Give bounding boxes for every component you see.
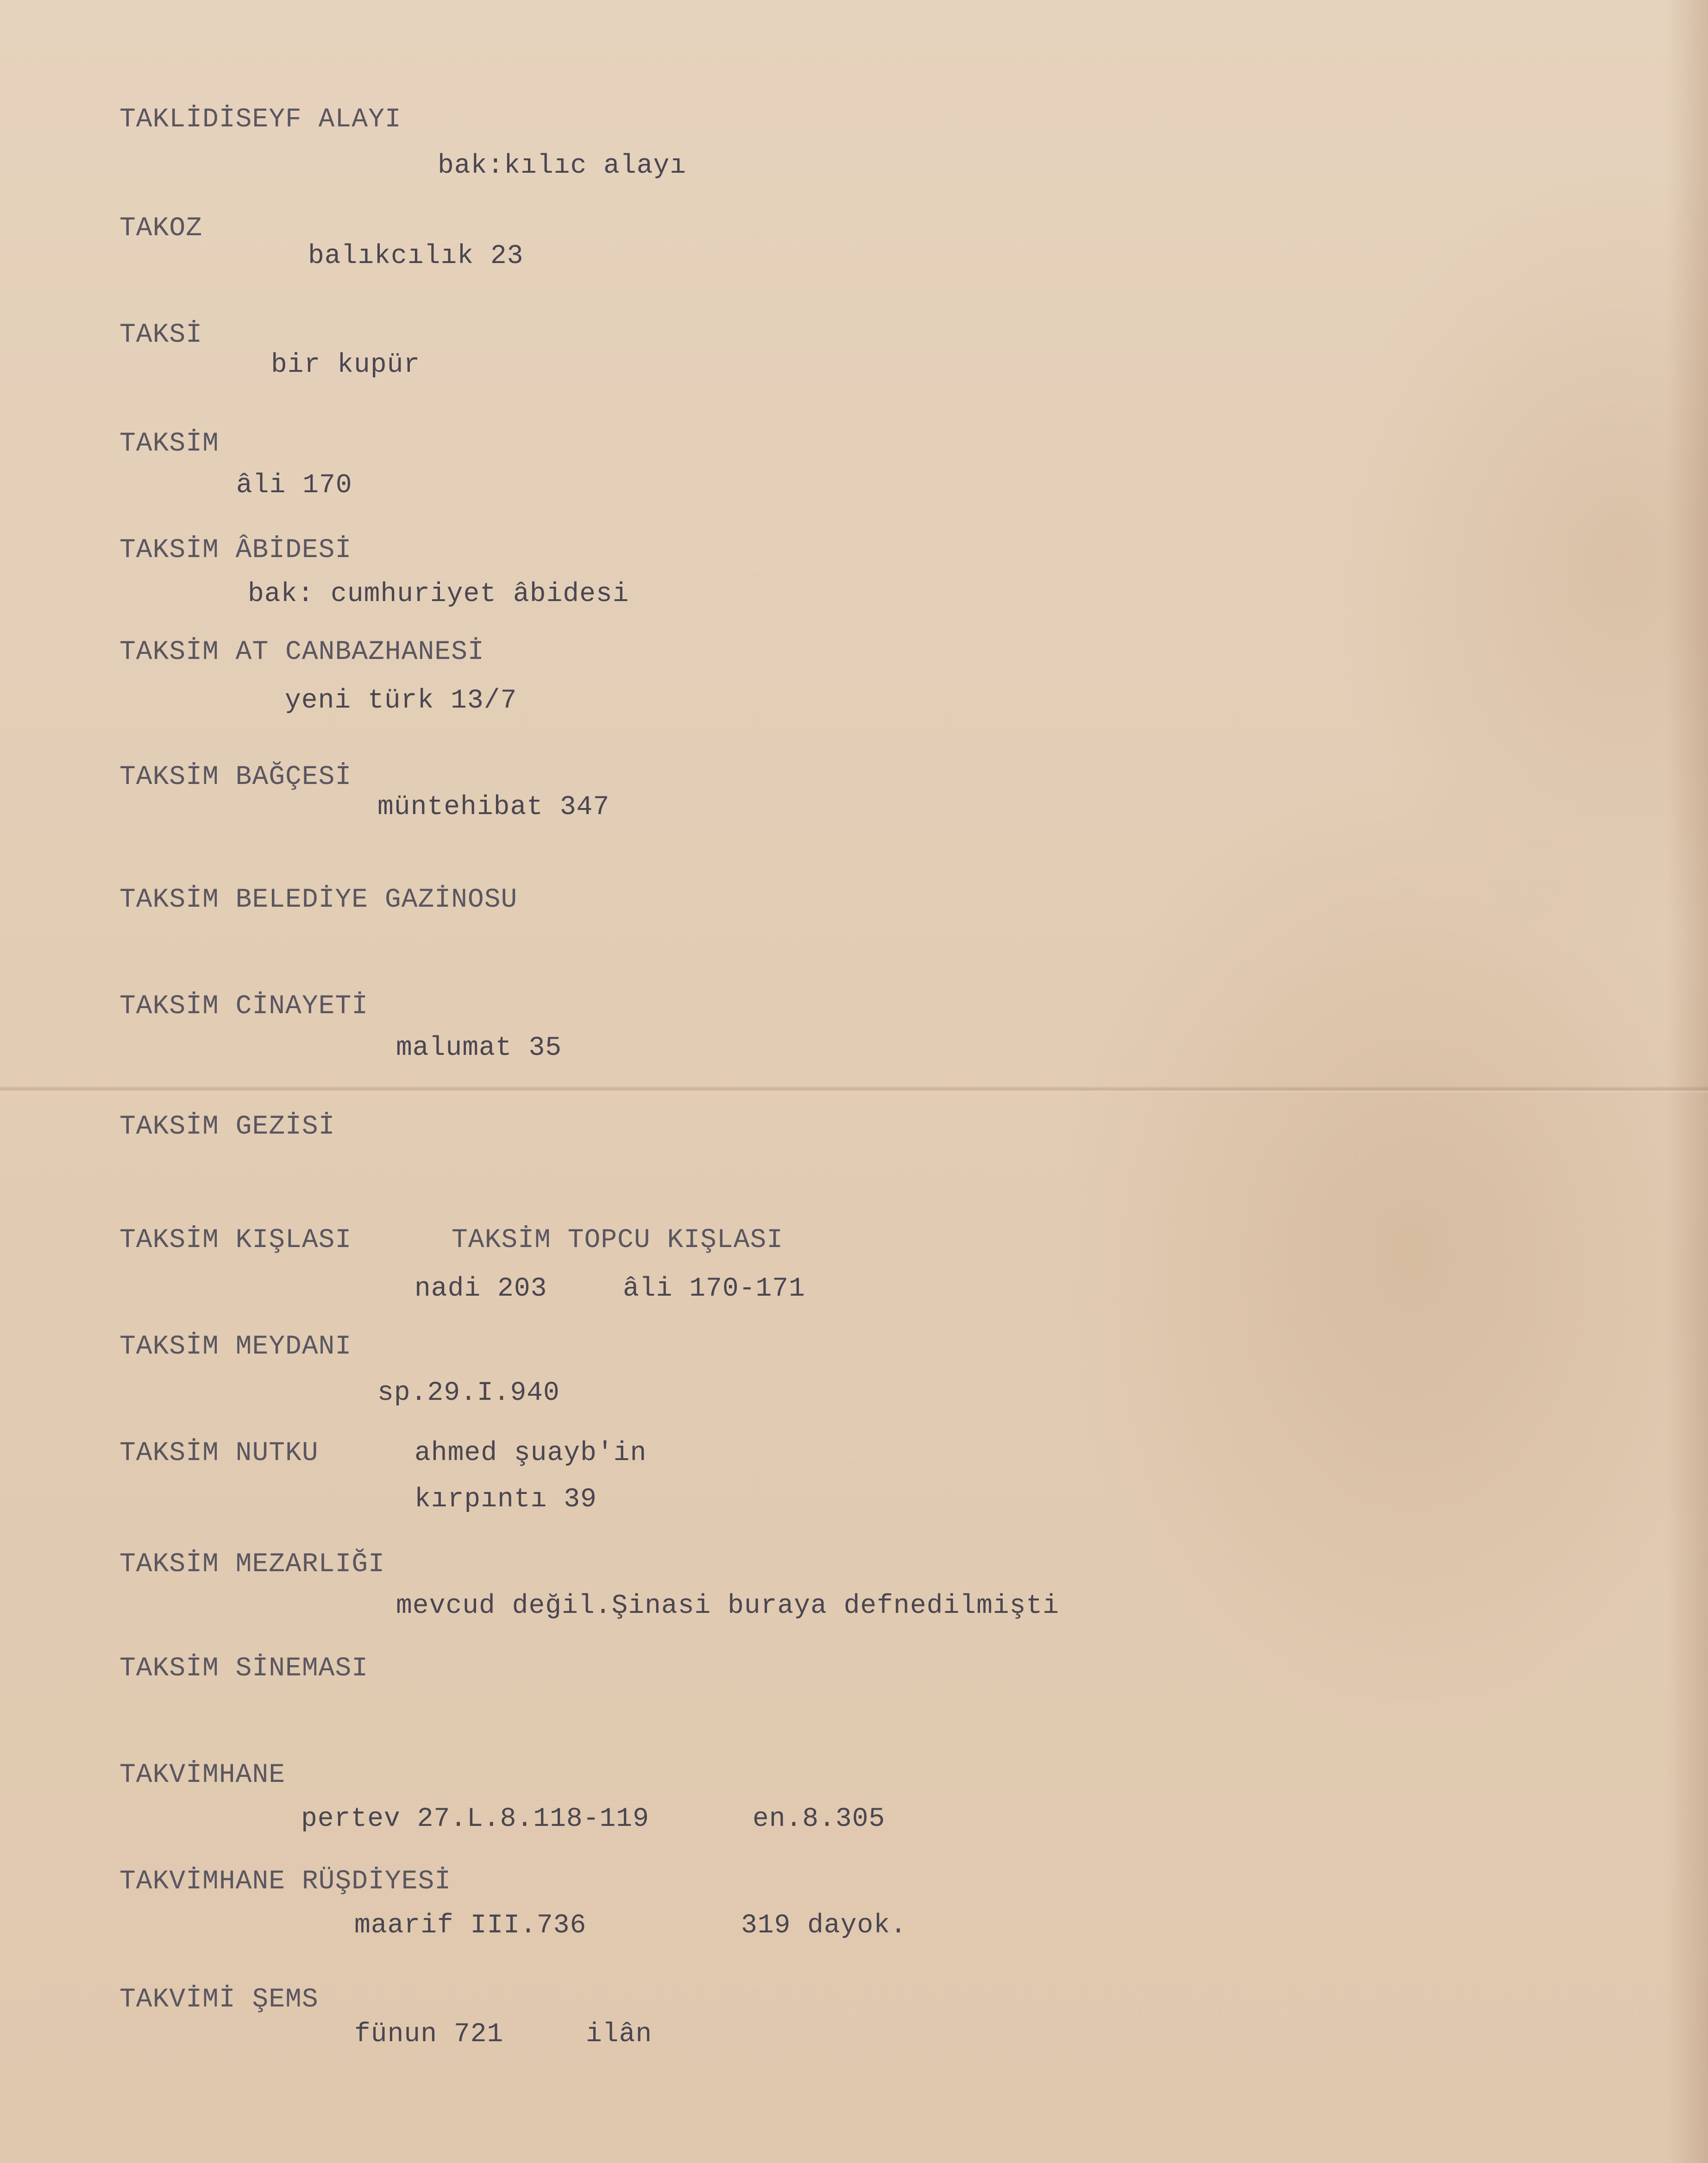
entry-reference: sp.29.I.940	[377, 1378, 560, 1408]
entry-reference: bak:kılıc alayı	[438, 151, 687, 181]
entry-reference: 319 dayok.	[741, 1911, 907, 1941]
entry-reference: ilân	[586, 2019, 653, 2050]
entry-heading: TAKSİM	[119, 429, 219, 459]
entry-reference: kırpıntı 39	[414, 1485, 597, 1515]
entry-heading: TAKSİM GEZİSİ	[119, 1112, 335, 1142]
entry-heading: TAKVİMHANE RÜŞDİYESİ	[119, 1867, 452, 1897]
entry-reference: âli 170	[236, 470, 352, 501]
entry-reference: fünun 721	[354, 2019, 504, 2050]
entry-heading-alternate: TAKSİM TOPCU KIŞLASI	[452, 1225, 784, 1255]
entry-reference: bak: cumhuriyet âbidesi	[248, 579, 629, 609]
entry-reference: pertev 27.L.8.118-119	[301, 1804, 649, 1834]
entry-heading: TAKOZ	[119, 213, 203, 244]
entry-heading: TAKSİM SİNEMASI	[119, 1654, 369, 1684]
entry-reference: nadi 203	[414, 1274, 547, 1304]
entry-heading: TAKSİ	[119, 320, 203, 350]
entry-heading: TAKSİM KIŞLASI	[119, 1225, 352, 1255]
entry-reference: bir kupür	[271, 350, 421, 380]
entry-reference: yeni türk 13/7	[285, 686, 517, 716]
entry-heading: TAKSİM CİNAYETİ	[119, 991, 369, 1022]
entry-heading: TAKLİDİSEYF ALAYI	[119, 105, 402, 135]
entry-heading: TAKSİM MEYDANI	[119, 1332, 352, 1362]
entry-reference: maarif III.736	[354, 1911, 587, 1941]
entry-reference: ahmed şuayb'in	[414, 1438, 647, 1468]
entry-heading: TAKVİMHANE	[119, 1760, 286, 1790]
entry-reference: âli 170-171	[623, 1274, 805, 1304]
entry-heading: TAKSİM ÂBİDESİ	[119, 535, 352, 565]
entry-reference: balıkcılık 23	[308, 241, 524, 271]
entry-heading: TAKSİM BAĞÇESİ	[119, 762, 352, 792]
entry-reference: müntehibat 347	[377, 792, 610, 822]
paper-fold-line	[0, 1086, 1708, 1092]
entry-reference: en.8.305	[753, 1804, 885, 1834]
entry-heading: TAKSİM BELEDİYE GAZİNOSU	[119, 885, 518, 915]
entry-heading: TAKSİM NUTKU	[119, 1438, 319, 1468]
entry-reference: mevcud değil.Şinasi buraya defnedilmişti	[396, 1591, 1060, 1621]
entry-heading: TAKVİMİ ŞEMS	[119, 1985, 319, 2015]
entry-heading: TAKSİM MEZARLIĞI	[119, 1549, 385, 1580]
page-edge-shadow	[1666, 0, 1708, 2163]
entry-reference: malumat 35	[396, 1033, 562, 1063]
entry-heading: TAKSİM AT CANBAZHANESİ	[119, 637, 484, 667]
